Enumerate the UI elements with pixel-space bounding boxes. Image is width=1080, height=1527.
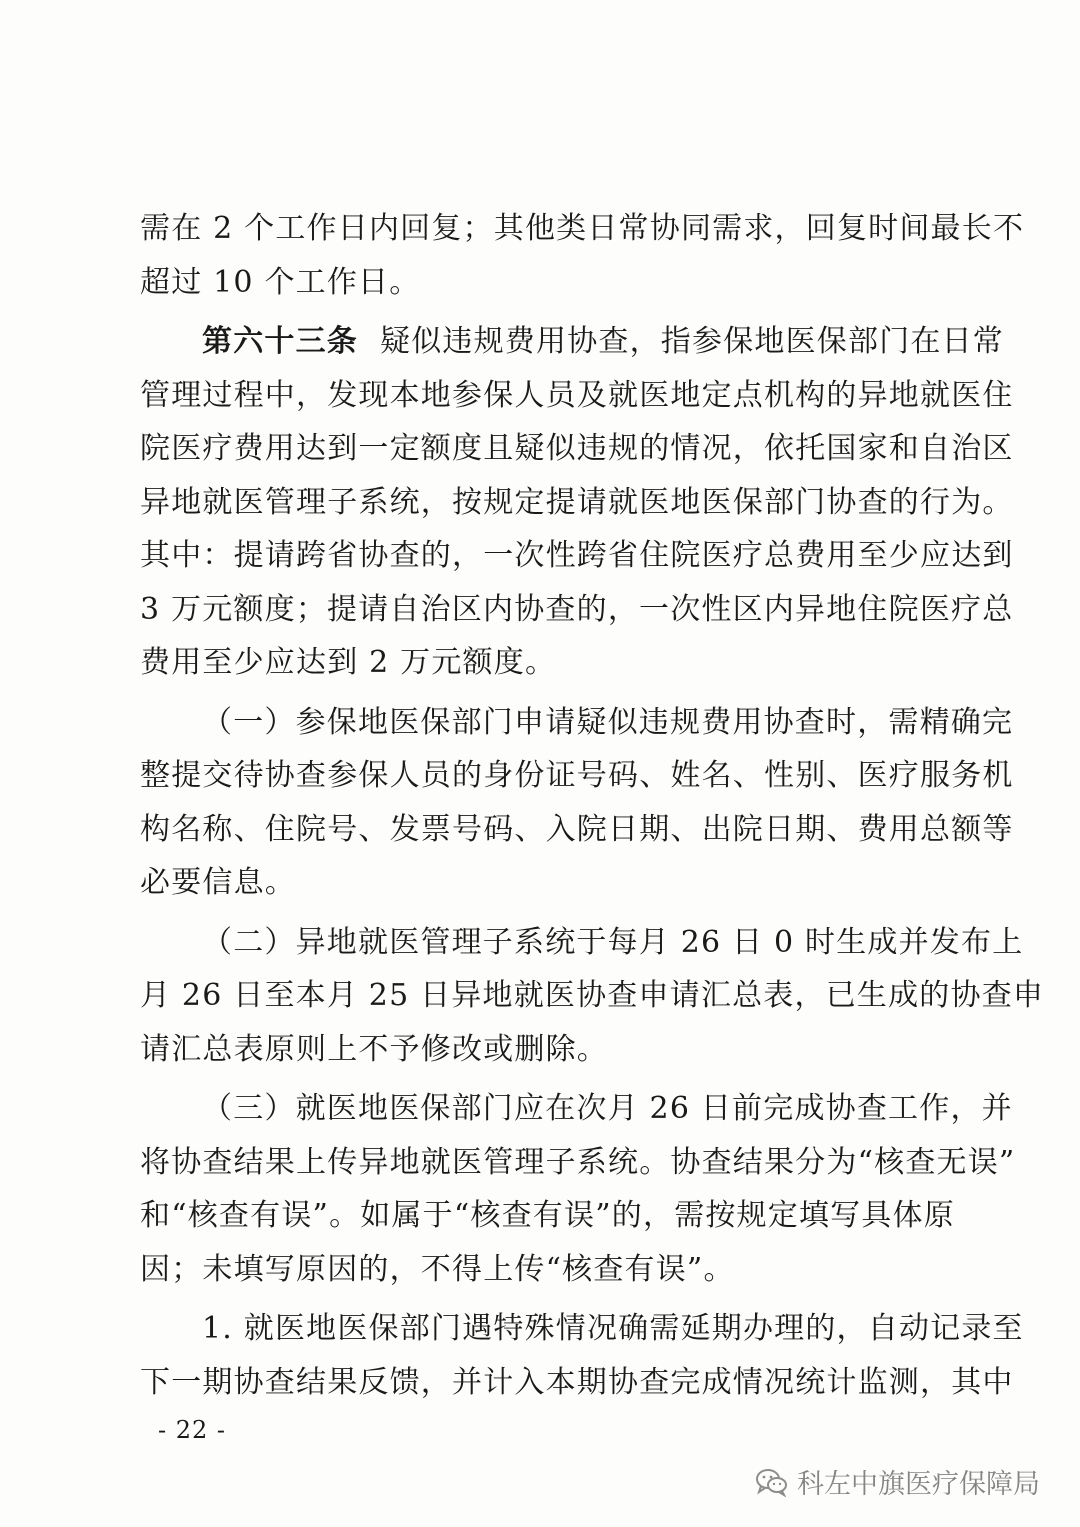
text-line: 疑似违规费用协查，指参保地医保部门在日常 [380, 324, 1004, 359]
text-line: 必要信息。 [140, 865, 296, 900]
text-line: 整提交待协查参保人员的身份证号码、姓名、性别、医疗服务机 [140, 758, 1014, 793]
text-line: 管理过程中，发现本地参保人员及就医地定点机构的异地就医住 [140, 377, 1014, 413]
text-line: 其中：提请跨省协查的，一次性跨省住院医疗总费用至少应达到 [140, 538, 1014, 573]
text-line: 异地就医管理子系统，按规定提请就医地医保部门协查的行为。 [140, 484, 1014, 520]
text-line: 费用至少应达到 2 万元额度。 [140, 645, 557, 680]
text-line: 构名称、住院号、发票号码、入院日期、出院日期、费用总额等 [140, 811, 1014, 847]
text-line: 1. 就医地医保部门遇特殊情况确需延期办理的，自动记录至 [202, 1311, 1024, 1346]
text-line: 将协查结果上传异地就医管理子系统。协查结果分为“核查无误” [140, 1144, 1016, 1180]
watermark-text: 科左中旗医疗保障局 [797, 1469, 1040, 1500]
wechat-icon [755, 1467, 789, 1497]
text-line: 因；未填写原因的，不得上传“核查有误”。 [140, 1251, 735, 1287]
text-line: 3 万元额度；提请自治区内协查的，一次性区内异地住院医疗总 [140, 591, 1014, 627]
article-63-paragraph [140, 315, 1004, 369]
text-line: 下一期协查结果反馈，并计入本期协查完成情况统计监测，其中 [140, 1364, 1014, 1400]
text-line: 月 26 日至本月 25 日异地就医协查申请汇总表，已生成的协查申 [140, 978, 1045, 1013]
page-number: - 22 - [158, 1416, 227, 1444]
text-line: （二）异地就医管理子系统于每月 26 日 0 时生成并发布上 [202, 924, 1024, 960]
document-body [140, 202, 1045, 1409]
article-heading: 第六十三条 [202, 324, 358, 359]
text-line: 超过 10 个工作日。 [140, 264, 421, 300]
text-line: 请汇总表原则上不予修改或删除。 [140, 1031, 608, 1067]
watermark [755, 1462, 1040, 1501]
text-line: （三）就医地医保部门应在次月 26 日前完成协查工作，并 [202, 1091, 1013, 1126]
text-line: 需在 2 个工作日内回复；其他类日常协同需求，回复时间最长不 [140, 211, 1025, 246]
text-line: （一）参保地医保部门申请疑似违规费用协查时，需精确完 [202, 704, 1014, 740]
text-line: 和“核查有误”。如属于“核查有误”的，需按规定填写具体原 [140, 1198, 955, 1233]
text-line: 院医疗费用达到一定额度且疑似违规的情况，依托国家和自治区 [140, 431, 1014, 466]
